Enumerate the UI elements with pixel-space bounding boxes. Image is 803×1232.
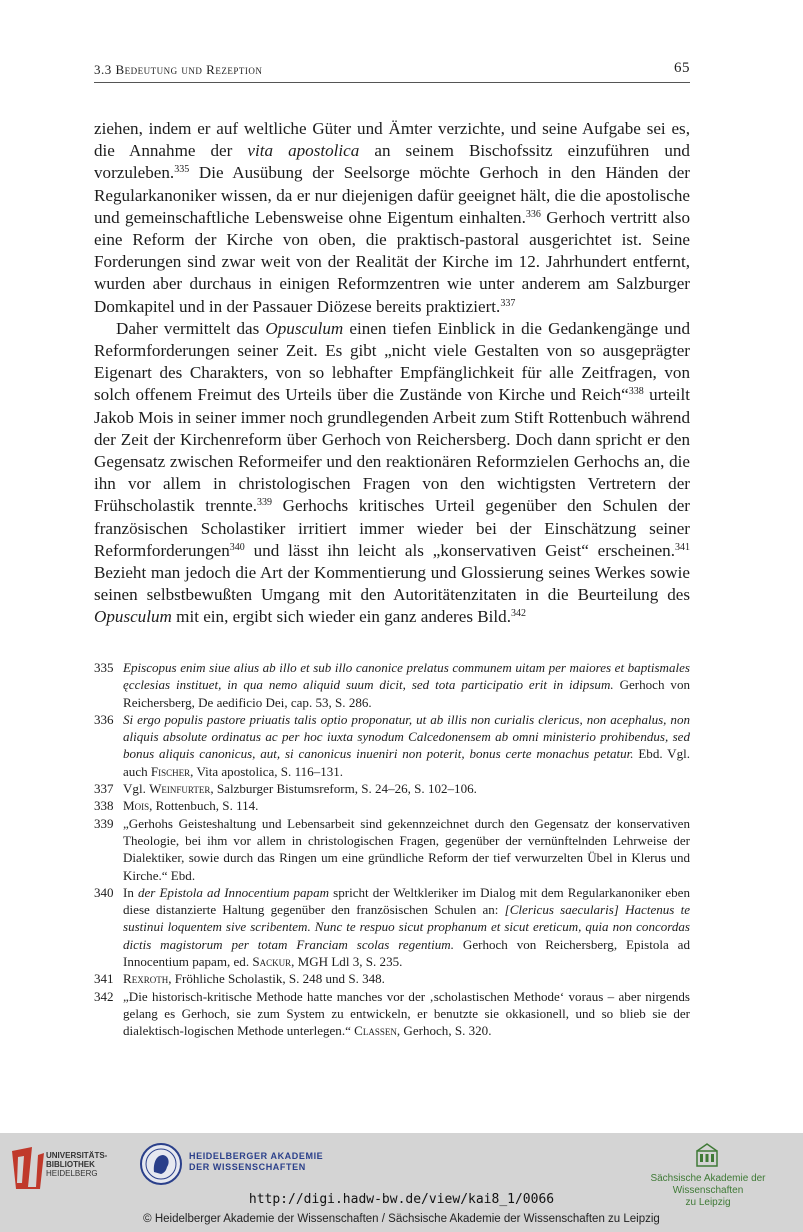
text-run: Ebd. Vgl. auch [123, 746, 690, 779]
text-run: „Gerhohs Geisteshaltung und Lebensarbeit sind gekennzeichnet durch den Gegensatz der konservativen Theologie, bei ihm vor allem in christologischen Fragen, gegenüber der vernünftelnden Lehrweise der Dialektiker, sowie durch das Ringen um eine gründliche Reform der tief verwurzelten Übel in Klerus und Kirche.“ Ebd. [123, 815, 690, 883]
text-run: an seinem Bischofssitz einzuführen und vorzuleben. [94, 141, 690, 183]
italic-text: vita apostolica [247, 141, 360, 161]
footnote-reference: 335 [174, 164, 190, 176]
copyright-notice: © Heidelberger Akademie der Wissenschaften / Sächsische Akademie der Wissenschaften zu Leipzig [143, 1213, 660, 1225]
author-name: Mois [123, 798, 150, 814]
footnote-number: 340 [94, 884, 114, 900]
footnotes [94, 659, 690, 1040]
text-run: , Fröhliche Scholastik, S. 248 und S. 348. [168, 971, 385, 987]
footnote [94, 815, 690, 884]
footnote-reference: 336 [525, 208, 541, 220]
author-name: Fischer [150, 763, 191, 779]
author-name: Rexroth [123, 971, 169, 987]
saxon-academy-emblem-icon [696, 1143, 718, 1167]
page-number: 65 [674, 60, 690, 76]
paragraph-1 [94, 118, 690, 318]
footnote [94, 659, 690, 711]
text-run: Daher vermittelt das [116, 318, 266, 338]
running-head [94, 60, 690, 83]
text-run: ziehen, indem er auf weltliche Güter und Ämter verzichte, und seine Aufgabe sei es, die Annahme der [94, 119, 690, 161]
text-run: , Vita apostolica, S. 116–131. [190, 763, 344, 779]
footnote-reference: 337 [500, 297, 516, 309]
italic-text: Opusculum [94, 607, 172, 627]
academy-name-heidelberg: HEIDELBERGER AKADEMIE DER WISSENSCHAFTEN [189, 1151, 324, 1172]
main-text [94, 118, 690, 629]
text-run: und lässt ihn leicht als „konservativen Geist“ erscheinen. [244, 540, 675, 560]
footnote-number: 336 [94, 711, 114, 727]
text-run: , Gerhoch, S. 320. [396, 1023, 492, 1039]
text-run: Gerhoch vertritt also eine Reform der Kirche von oben, die praktisch-pastoral ausgerichtet ist. Seine Forderungen sind zwar weit von der Realität der Kirche im 12. Jahrhundert entfernt, wurden aber durchaus in einigen Reformzentren wie unter anderem am Salzburger Domkapitel und in der Passauer Diözese bereits praktiziert. [94, 207, 690, 316]
footer-bar [0, 1133, 803, 1232]
paragraph-2 [94, 318, 690, 629]
author-name: Weinfurter [149, 781, 211, 797]
text-run: , MGH Ldl 3, S. 235. [291, 954, 403, 970]
footnote-number: 339 [94, 815, 114, 831]
text-run: Gerhoch von Reichersberg, De aedificio Dei, cap. 53, S. 286. [123, 677, 690, 710]
academy-emblem-icon [139, 1142, 183, 1186]
text-run: spricht der Weltkleriker im Dialog mit dem Regularkanoniker eben diese distanzierte Haltung gegenüber den französischen Schulen an: [123, 884, 690, 918]
section-title: 3.3 Bedeutung und Rezeption [94, 62, 263, 77]
footnote [94, 711, 690, 780]
footnote [94, 797, 690, 814]
italic-text: [Clericus saecularis] Hactenus te sustinui loquentem sive scribentem. Nunc te respuo sicut prophanum et sicut ereticum, quia non concordas dictis magistorum per totam Franciam scolas regentium. [123, 902, 691, 952]
text-run: Die Ausübung der Seelsorge möchte Gerhoch in den Händen der Regularkanoniker wissen, da er nur diejenigen dafür geeignet hält, die die apostolische und gemeinschaftliche Lebensweise ohne Eigentum einhalten. [94, 163, 690, 227]
text-run: einen tiefen Einblick in die Gedankengänge und Reformforderungen seiner Zeit. Es gibt „nicht viele Gestalten von so ausgeprägter Eigenart des Charakters, von so lebhafter Empfänglichkeit für alle Zeitfragen, von solch offenem Freimut des Urteils über die Zustände von Kirche und Reich“ [94, 318, 690, 405]
text-run: Vgl. [123, 781, 150, 797]
text-run: Gerhochs kritisches Urteil gegenüber den Schulen der französischen Scholastiker irritiert immer wieder bei der Einschätzung seiner Reformforderungen [94, 496, 690, 560]
italic-text: der Epistola ad Innocentium papam [137, 884, 330, 900]
text-run: Gerhoch von Reichersberg, Epistola ad Innocentium papam, ed. [123, 936, 690, 970]
text-run: mit ein, ergibt sich wieder ein ganz anderes Bild. [171, 607, 511, 627]
footnote-reference: 341 [675, 541, 690, 553]
text-run: , Salzburger Bistumsreform, S. 24–26, S. 102–106. [210, 781, 477, 797]
italic-text: Si ergo populis pastore priuatis talis optio proponatur, ut ab illis non curialis clericus, non acephalus, non aliquis absolute ordinatus ac per hoc iuxta synodum Calcedonensem ab omni ministerio prohibendus, sed bonus aliquis canonicus, aut, si canonicus inueniri non poterit, bonus certe monachus petatur. [123, 711, 690, 762]
text-run: „Die historisch-kritische Methode hatte manches vor der ‚scholastischen Methode‘ voraus – aber nirgends gelang es Gerhoch, sie zum System zu entwickeln, er benutzte sie okkasionell, und so blieb sie der dialektisch-logischen Methode unterlegen.“ [123, 988, 690, 1039]
permalink-url[interactable]: http://digi.hadw-bw.de/view/kai8_1/0066 [248, 1192, 555, 1207]
text-run: , Rottenbuch, S. 114. [149, 798, 259, 814]
text-run: Bezieht man jedoch die Art der Kommentierung und Glossierung seines Werkes sowie seinen selbstbewußten Umgang mit den Autoritätenzitaten in die Beurteilung des [94, 563, 690, 605]
footnote-number: 335 [94, 660, 114, 675]
footnote [94, 988, 690, 1040]
author-name: Classen [354, 1023, 397, 1039]
academy-name-leipzig: Sächsische Akademie der Wissenschaften zu Leipzig [650, 1173, 766, 1208]
italic-text: Opusculum [265, 318, 344, 338]
footnote-number: 341 [94, 971, 114, 987]
footnote-number: 342 [94, 988, 114, 1004]
footnote [94, 884, 690, 970]
footnote [94, 970, 690, 987]
footnote-reference: 340 [229, 541, 245, 553]
text-run: In [123, 884, 138, 900]
footnote-number: 338 [94, 798, 114, 814]
university-library-name: UNIVERSITÄTS- BIBLIOTHEK HEIDELBERG [46, 1151, 108, 1178]
italic-text: Episcopus enim siue alius ab illo et sub illo canonice prelatus communem uitam per maiores et baptismales ęcclesias instituet, in qua nemo aliquid suum dicit, sed tota participatio erit in idipsum. [123, 660, 690, 693]
footnote-reference: 338 [628, 386, 644, 398]
footnote-reference: 339 [257, 497, 273, 509]
author-name: Sackur [252, 954, 292, 970]
text-run: urteilt Jakob Mois in seiner immer noch grundlegenden Arbeit zum Stift Rottenbuch während der Zeit der Kirchenreform über Gerhoch von Reichersberg. Doch dann spricht er den Gegensatz zwischen Reformeifer und den reaktionären Reformzielen Gerhochs an, die ihn vor allem in christologischen Fragen von den wichtigsten Vertretern der Frühscholastik trennte. [94, 385, 690, 516]
footnote-reference: 342 [510, 608, 526, 620]
footnote [94, 780, 690, 797]
footnote-number: 337 [94, 781, 114, 797]
